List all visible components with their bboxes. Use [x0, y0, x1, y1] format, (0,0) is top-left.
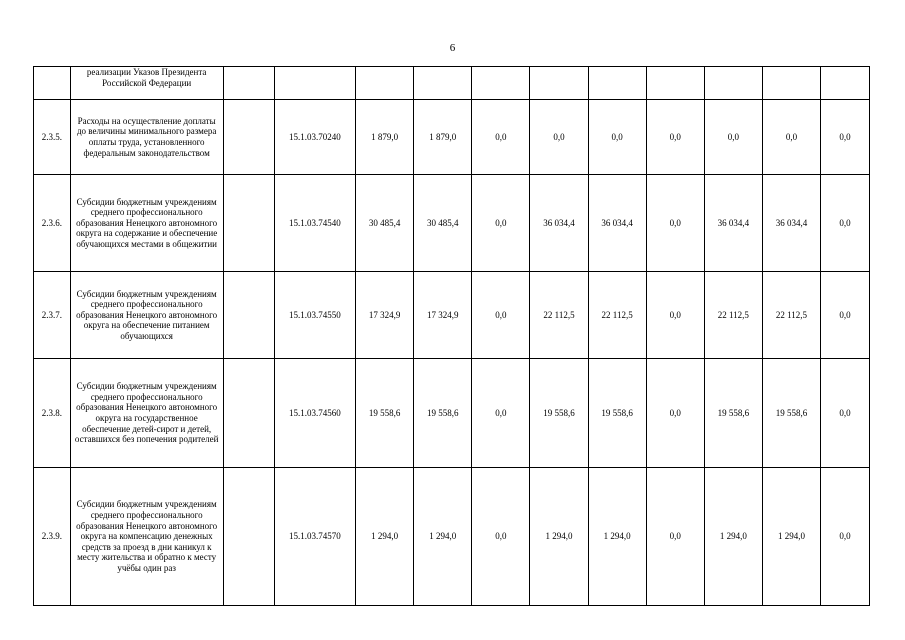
value-cell: 0,0 — [472, 359, 530, 468]
value-cell: 19 558,6 — [356, 359, 414, 468]
value-cell: 0,0 — [646, 359, 704, 468]
value-cell: 0,0 — [530, 100, 588, 175]
description-cell: Субсидии бюджетным учреждениям среднего профессионального образования Ненецкого автономного округа на обеспечение питанием обучающихся — [70, 272, 223, 359]
empty-cell — [223, 67, 274, 100]
value-cell: 19 558,6 — [414, 359, 472, 468]
description-cell: Субсидии бюджетным учреждениям среднего профессионального образования Ненецкого автономного округа на содержание и обеспечение обучающихся местами в общежитии — [70, 175, 223, 272]
budget-table — [33, 66, 870, 606]
table-row — [34, 67, 870, 100]
value-cell: 1 294,0 — [762, 468, 820, 606]
value-cell: 19 558,6 — [762, 359, 820, 468]
value-cell: 17 324,9 — [414, 272, 472, 359]
value-cell — [821, 67, 870, 100]
value-cell: 22 112,5 — [704, 272, 762, 359]
value-cell: 0,0 — [472, 175, 530, 272]
description-cell: реализации Указов Президента Российской Федерации — [70, 67, 223, 100]
row-number-cell: 2.3.6. — [34, 175, 71, 272]
table-row — [34, 100, 870, 175]
code-cell — [274, 67, 356, 100]
value-cell: 1 294,0 — [588, 468, 646, 606]
code-cell: 15.1.03.74570 — [274, 468, 356, 606]
value-cell: 0,0 — [472, 272, 530, 359]
value-cell: 36 034,4 — [704, 175, 762, 272]
value-cell: 0,0 — [821, 272, 870, 359]
value-cell: 0,0 — [821, 175, 870, 272]
row-number-cell: 2.3.5. — [34, 100, 71, 175]
description-cell: Субсидии бюджетным учреждениям среднего профессионального образования Ненецкого автономного округа на государственное обеспечение детей-сирот и детей, оставшихся без попечения родителей — [70, 359, 223, 468]
table-row — [34, 175, 870, 272]
value-cell — [414, 67, 472, 100]
row-number-cell: 2.3.7. — [34, 272, 71, 359]
value-cell: 0,0 — [762, 100, 820, 175]
empty-cell — [223, 359, 274, 468]
value-cell: 1 294,0 — [530, 468, 588, 606]
table-row — [34, 272, 870, 359]
value-cell: 0,0 — [588, 100, 646, 175]
value-cell: 30 485,4 — [414, 175, 472, 272]
value-cell — [646, 67, 704, 100]
value-cell: 17 324,9 — [356, 272, 414, 359]
value-cell: 0,0 — [472, 100, 530, 175]
value-cell — [588, 67, 646, 100]
value-cell: 22 112,5 — [762, 272, 820, 359]
value-cell: 0,0 — [821, 468, 870, 606]
empty-cell — [223, 175, 274, 272]
value-cell: 0,0 — [646, 100, 704, 175]
row-number-cell: 2.3.8. — [34, 359, 71, 468]
row-number-cell — [34, 67, 71, 100]
value-cell: 0,0 — [472, 468, 530, 606]
code-cell: 15.1.03.74560 — [274, 359, 356, 468]
value-cell: 36 034,4 — [588, 175, 646, 272]
code-cell: 15.1.03.70240 — [274, 100, 356, 175]
page-number: 6 — [449, 42, 456, 54]
empty-cell — [223, 272, 274, 359]
row-number-cell: 2.3.9. — [34, 468, 71, 606]
empty-cell — [223, 468, 274, 606]
value-cell: 0,0 — [821, 100, 870, 175]
value-cell: 22 112,5 — [588, 272, 646, 359]
value-cell: 1 294,0 — [704, 468, 762, 606]
value-cell: 0,0 — [821, 359, 870, 468]
code-cell: 15.1.03.74540 — [274, 175, 356, 272]
value-cell: 0,0 — [646, 468, 704, 606]
value-cell: 1 879,0 — [356, 100, 414, 175]
value-cell: 1 879,0 — [414, 100, 472, 175]
value-cell: 36 034,4 — [762, 175, 820, 272]
value-cell: 19 558,6 — [588, 359, 646, 468]
value-cell: 0,0 — [704, 100, 762, 175]
value-cell — [530, 67, 588, 100]
description-cell: Субсидии бюджетным учреждениям среднего профессионального образования Ненецкого автономного округа на компенсацию денежных средств за проезд в дни каникул к месту жительства и обратно к месту учёбы один раз — [70, 468, 223, 606]
value-cell — [704, 67, 762, 100]
value-cell: 19 558,6 — [704, 359, 762, 468]
value-cell — [356, 67, 414, 100]
value-cell: 0,0 — [646, 272, 704, 359]
empty-cell — [223, 100, 274, 175]
value-cell: 36 034,4 — [530, 175, 588, 272]
value-cell — [472, 67, 530, 100]
value-cell: 1 294,0 — [414, 468, 472, 606]
value-cell: 19 558,6 — [530, 359, 588, 468]
value-cell: 30 485,4 — [356, 175, 414, 272]
value-cell: 0,0 — [646, 175, 704, 272]
value-cell: 1 294,0 — [356, 468, 414, 606]
table-row — [34, 468, 870, 606]
value-cell — [762, 67, 820, 100]
code-cell: 15.1.03.74550 — [274, 272, 356, 359]
description-cell: Расходы на осуществление доплаты до величины минимального размера оплаты труда, установленного федеральным законодательством — [70, 100, 223, 175]
value-cell: 22 112,5 — [530, 272, 588, 359]
table-row — [34, 359, 870, 468]
